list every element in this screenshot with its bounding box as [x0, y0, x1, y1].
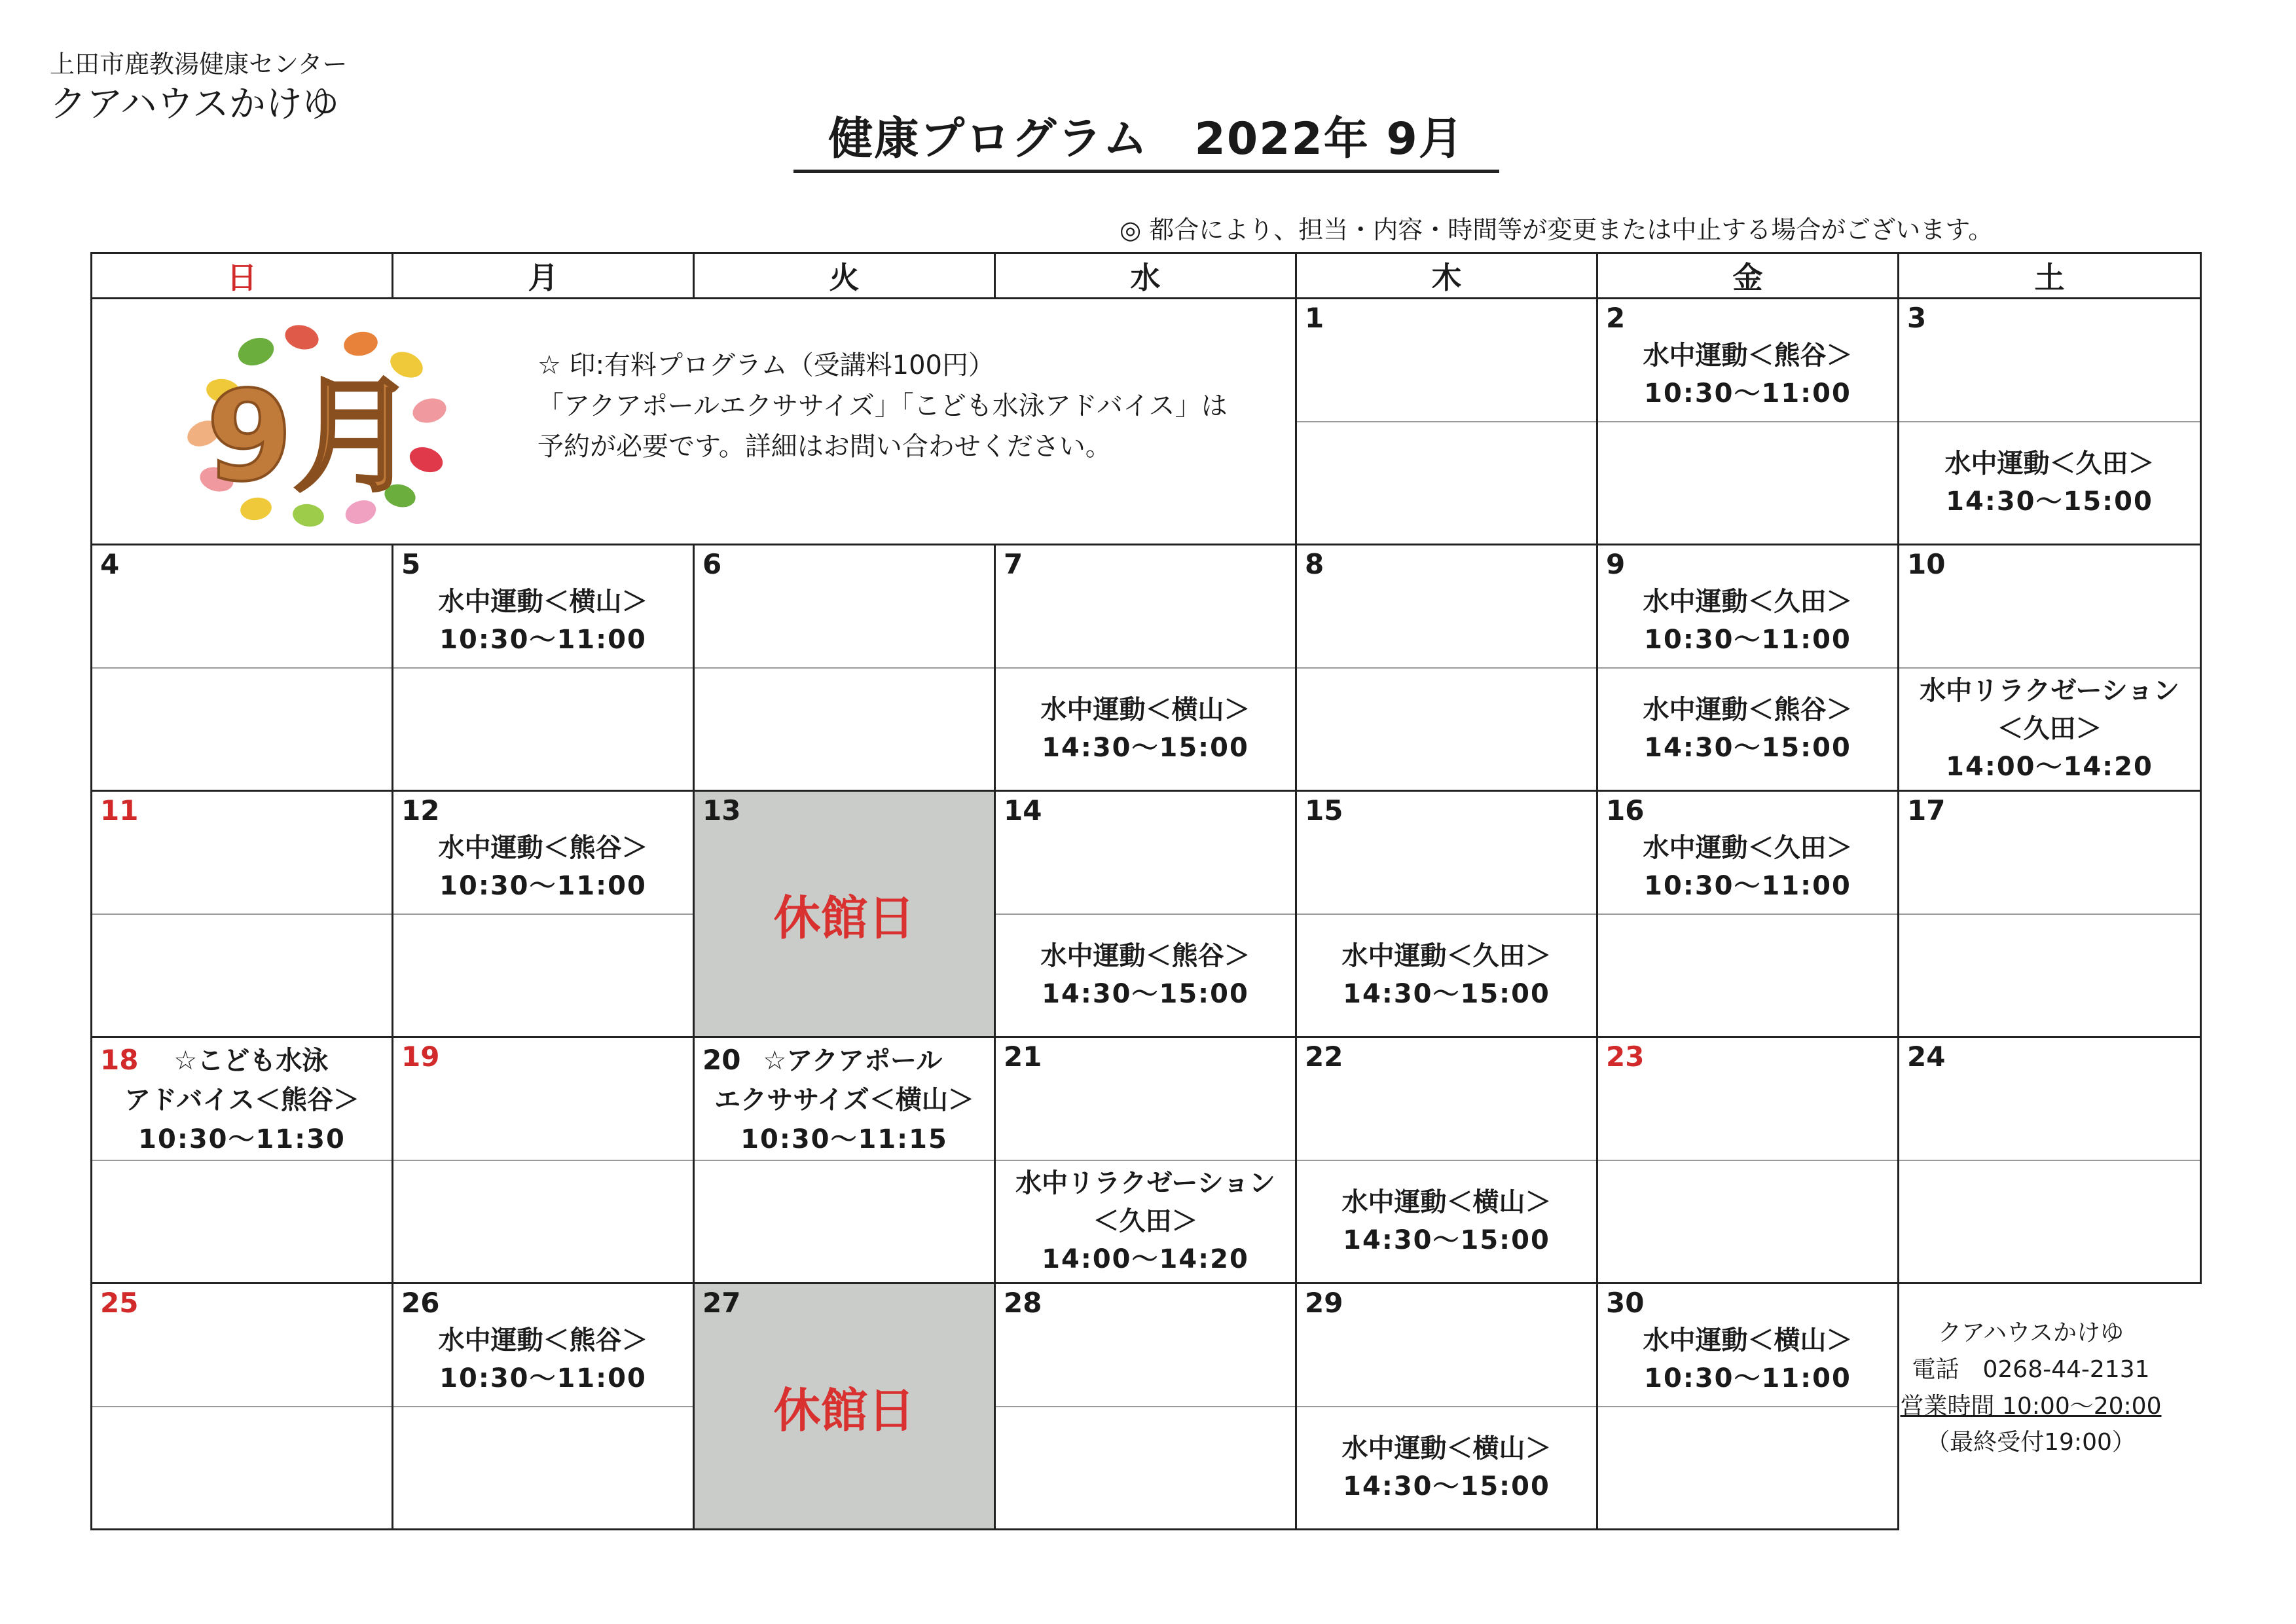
intro-info	[538, 345, 1228, 467]
special-event-entry	[695, 1038, 994, 1159]
closed-day-label: 休館日	[773, 1382, 915, 1438]
event-time: 10:30〜11:00	[1644, 870, 1851, 901]
weekday-mon: 月	[393, 253, 694, 299]
day-cell-29	[1296, 1283, 1597, 1530]
event-name: 水中リラクゼーション	[1015, 1168, 1275, 1199]
intro-line: ☆ 印:有料プログラム（受講料100円）	[538, 350, 994, 380]
event-time: 14:30〜15:00	[1946, 487, 2153, 517]
event-name-cont: エクササイズ＜横山＞	[714, 1085, 974, 1115]
event-entry	[1945, 445, 2155, 521]
day-cell-26	[393, 1283, 694, 1530]
event-entry	[1342, 1183, 1552, 1259]
event-entry	[1643, 800, 1853, 905]
day-number: 23	[1606, 1041, 1645, 1073]
day-number: 21	[1004, 1041, 1042, 1073]
event-name: 水中リラクゼーション	[1920, 676, 2179, 707]
day-number: 19	[401, 1041, 440, 1073]
notice-text: ◎ 都合により、担当・内容・時間等が変更または中止する場合がございます。	[1120, 215, 1994, 244]
day-cell-10	[1899, 545, 2201, 791]
day-cell-25	[92, 1283, 393, 1530]
weekday-sun: 日	[92, 253, 393, 299]
day-number: 8	[1305, 548, 1324, 580]
day-number: 9	[1606, 548, 1626, 580]
event-name: 水中運動＜熊谷＞	[438, 1325, 648, 1356]
week-row	[92, 545, 2201, 791]
event-name: 水中運動＜久田＞	[1643, 832, 1853, 863]
day-number: 20	[702, 1044, 741, 1076]
event-name: 水中運動＜久田＞	[1643, 586, 1853, 617]
event-time: 10:30〜11:00	[439, 624, 647, 655]
event-time: 10:30〜11:00	[1644, 624, 1851, 655]
event-entry	[439, 800, 648, 905]
contact-info	[1893, 1315, 2168, 1461]
event-time: 14:00〜14:20	[1946, 752, 2153, 783]
day-cell-17	[1899, 791, 2201, 1037]
event-entry	[1342, 1430, 1552, 1505]
day-number: 26	[401, 1287, 440, 1319]
event-time: 14:30〜15:00	[1343, 1225, 1550, 1256]
event-name: 水中運動＜久田＞	[1944, 449, 2155, 479]
event-name: 水中運動＜熊谷＞	[1643, 340, 1853, 371]
event-time: 10:30〜11:00	[439, 870, 647, 901]
organization-header	[50, 50, 347, 126]
day-number: 27	[702, 1287, 741, 1319]
weekday-tue: 火	[694, 253, 995, 299]
day-cell-9	[1597, 545, 1899, 791]
day-number: 18	[100, 1044, 139, 1076]
weekday-thu: 木	[1296, 253, 1597, 299]
intro-line: 予約が必要です。詳細はお問い合わせください。	[538, 432, 1112, 462]
day-number: 3	[1907, 302, 1927, 334]
week-row	[92, 1283, 2201, 1530]
event-name: 水中運動＜横山＞	[1040, 695, 1250, 726]
day-cell-16	[1597, 791, 1899, 1037]
event-entry	[1643, 308, 1853, 413]
day-number: 30	[1606, 1287, 1645, 1319]
day-cell-8	[1296, 545, 1597, 791]
day-number: 14	[1004, 794, 1042, 826]
day-number: 4	[100, 548, 120, 580]
day-number: 15	[1305, 794, 1343, 826]
month-leaf-illustration	[171, 312, 459, 528]
event-name-cont: アドバイス＜熊谷＞	[124, 1085, 359, 1115]
event-entry	[1643, 691, 1853, 767]
day-number: 12	[401, 794, 440, 826]
day-number: 17	[1907, 794, 1946, 826]
event-name: 水中運動＜熊谷＞	[1040, 941, 1250, 972]
last-entry-time: （最終受付19:00）	[1926, 1429, 2136, 1456]
business-hours: 営業時間 10:00〜20:00	[1900, 1392, 2162, 1420]
event-entry	[1920, 672, 2179, 786]
calendar-table	[90, 252, 2202, 1530]
day-cell-20	[694, 1037, 995, 1283]
day-cell-30	[1597, 1283, 1899, 1530]
special-event-entry	[92, 1038, 392, 1159]
day-cell-18	[92, 1037, 393, 1283]
event-time: 10:30〜11:00	[1644, 378, 1851, 409]
week-row	[92, 299, 2201, 545]
event-instructor: ＜久田＞	[1997, 714, 2102, 745]
event-time: 14:30〜15:00	[1644, 733, 1851, 764]
closed-day-label: 休館日	[773, 890, 915, 946]
org-name: 上田市鹿教湯健康センター	[50, 50, 348, 79]
event-time: 14:30〜15:00	[1042, 979, 1249, 1010]
week-row	[92, 791, 2201, 1037]
weekday-wed: 水	[995, 253, 1296, 299]
day-number: 7	[1004, 548, 1023, 580]
day-number: 25	[100, 1287, 139, 1319]
event-instructor: ＜久田＞	[1093, 1206, 1198, 1237]
event-entry	[1643, 1293, 1853, 1397]
day-number: 6	[702, 548, 722, 580]
intro-line: 「アクアポールエクササイズ」「こども水泳アドバイス」は	[538, 391, 1228, 421]
week-row	[92, 1037, 2201, 1283]
day-cell-7	[995, 545, 1296, 791]
event-name: 水中運動＜横山＞	[1341, 1187, 1552, 1218]
day-cell-5	[393, 545, 694, 791]
event-name: 水中運動＜久田＞	[1341, 941, 1552, 972]
day-cell-12	[393, 791, 694, 1037]
event-entry	[439, 554, 648, 659]
weekday-header-row	[92, 253, 2201, 299]
event-time: 10:30〜11:30	[138, 1124, 346, 1154]
day-number: 2	[1606, 302, 1626, 334]
day-cell-6	[694, 545, 995, 791]
day-cell-24	[1899, 1037, 2201, 1283]
day-cell-23	[1597, 1037, 1899, 1283]
event-time: 10:30〜11:00	[439, 1363, 647, 1393]
day-cell-14	[995, 791, 1296, 1037]
month-art-label: 9月	[206, 364, 418, 509]
event-entry	[1041, 691, 1250, 767]
day-cell-27	[694, 1283, 995, 1530]
day-cell-28	[995, 1283, 1296, 1530]
day-cell-19	[393, 1037, 694, 1283]
event-entry	[1643, 554, 1853, 659]
day-number: 28	[1004, 1287, 1042, 1319]
event-entry	[439, 1293, 648, 1397]
day-cell-15	[1296, 791, 1597, 1037]
day-number: 10	[1907, 548, 1946, 580]
event-name: 水中運動＜横山＞	[438, 586, 648, 617]
event-entry	[1342, 937, 1552, 1013]
event-name: 水中運動＜熊谷＞	[438, 832, 648, 863]
day-number: 22	[1305, 1041, 1343, 1073]
month-intro-cell	[92, 299, 1296, 545]
event-time: 14:30〜15:00	[1042, 733, 1249, 764]
page-title: 健康プログラム 2022年 9月	[793, 118, 1499, 173]
phone-number: 電話 0268-44-2131	[1912, 1356, 2150, 1383]
event-time: 14:30〜15:00	[1343, 1471, 1550, 1502]
event-time: 10:30〜11:15	[740, 1124, 948, 1154]
facility-name-footer: クアハウスかけゆ	[1937, 1320, 2124, 1346]
event-time: 14:00〜14:20	[1042, 1244, 1249, 1275]
event-name: ☆アクアポール	[763, 1046, 943, 1076]
day-cell-13	[694, 791, 995, 1037]
day-number: 1	[1305, 302, 1324, 334]
event-name: 水中運動＜熊谷＞	[1643, 695, 1853, 726]
day-cell-21	[995, 1037, 1296, 1283]
weekday-sat: 土	[1899, 253, 2201, 299]
event-name: 水中運動＜横山＞	[1341, 1433, 1552, 1464]
facility-name: クアハウスかけゆ	[50, 83, 339, 126]
event-entry	[1015, 1164, 1275, 1278]
day-cell-22	[1296, 1037, 1597, 1283]
weekday-fri: 金	[1597, 253, 1899, 299]
event-time: 10:30〜11:00	[1644, 1363, 1851, 1393]
day-cell-2	[1597, 299, 1899, 545]
day-cell-4	[92, 545, 393, 791]
day-number: 16	[1606, 794, 1645, 826]
day-number: 11	[100, 794, 139, 826]
day-number: 5	[401, 548, 421, 580]
event-name: ☆こども水泳	[173, 1046, 329, 1076]
day-cell-1	[1296, 299, 1597, 545]
day-number: 24	[1907, 1041, 1946, 1073]
day-number: 29	[1305, 1287, 1343, 1319]
day-cell-11	[92, 791, 393, 1037]
day-number: 13	[702, 794, 741, 826]
event-time: 14:30〜15:00	[1343, 979, 1550, 1010]
event-name: 水中運動＜横山＞	[1643, 1325, 1853, 1356]
day-cell-3	[1899, 299, 2201, 545]
event-entry	[1041, 937, 1250, 1013]
